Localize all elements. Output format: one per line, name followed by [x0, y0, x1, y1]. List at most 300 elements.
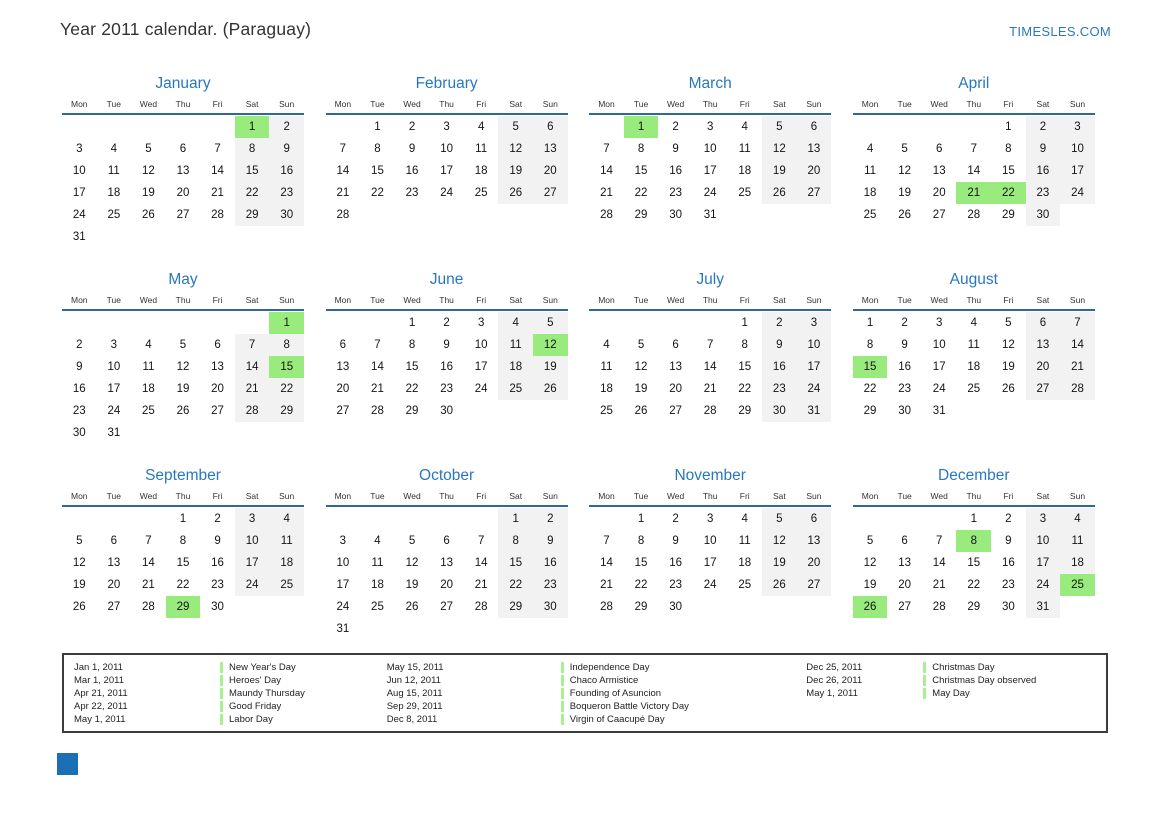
month-september — [62, 464, 304, 640]
day-cell: 8 — [374, 143, 381, 155]
weekday-label: Sun — [806, 491, 822, 501]
weekday-label: Thu — [702, 99, 718, 109]
day-cell: 21 — [956, 182, 991, 204]
day-cell: 19 — [863, 579, 877, 591]
weekday-label: Thu — [702, 491, 718, 501]
weekday-label: Mon — [334, 99, 352, 109]
holiday-name: Heroes' Day — [220, 675, 281, 686]
day-cell: 24 — [1026, 574, 1061, 596]
day-cell: 15 — [498, 552, 533, 574]
day-cell: 4 — [145, 339, 152, 351]
day-cell: 12 — [898, 165, 912, 177]
day-cell: 25 — [1060, 574, 1095, 596]
day-cell: 16 — [405, 165, 419, 177]
empty-cell — [464, 400, 499, 422]
empty-cell — [131, 116, 166, 138]
day-cell: 29 — [405, 405, 419, 417]
day-cell: 25 — [738, 579, 752, 591]
weekday-label: Wed — [403, 491, 421, 501]
day-cell: 21 — [600, 187, 613, 199]
day-cell: 3 — [477, 317, 485, 329]
day-cell: 25 — [498, 378, 533, 400]
day-cell: 2 — [762, 312, 797, 334]
day-cell: 13 — [669, 361, 682, 373]
weekday-label: Tue — [370, 491, 385, 501]
weekday-label: Fri — [476, 99, 487, 109]
holiday-date: Aug 15, 2011 — [386, 688, 443, 699]
empty-cell — [200, 226, 235, 248]
month-march — [589, 72, 831, 248]
day-cell: 22 — [371, 187, 384, 199]
day-cell: 3 — [1060, 116, 1095, 138]
empty-cell — [62, 312, 97, 334]
weekday-label: Wed — [930, 491, 948, 501]
day-cell: 19 — [498, 160, 533, 182]
day-cell: 22 — [967, 579, 981, 591]
day-cell: 21 — [932, 579, 946, 591]
day-cell: 31 — [1026, 596, 1061, 618]
empty-cell — [498, 204, 533, 226]
day-cell: 11 — [864, 165, 877, 177]
day-cell: 18 — [863, 187, 877, 199]
month-title: March — [688, 75, 732, 92]
day-cell: 9 — [269, 138, 304, 160]
weekday-label: Fri — [739, 491, 750, 501]
month-december — [853, 464, 1095, 640]
day-cell: 2 — [533, 508, 568, 530]
day-cell: 18 — [600, 383, 613, 395]
weekday-header — [853, 98, 1095, 115]
day-grid — [326, 508, 568, 640]
empty-cell — [658, 312, 693, 334]
empty-cell — [624, 312, 659, 334]
day-cell: 19 — [898, 187, 912, 199]
weekday-label: Wed — [139, 491, 158, 501]
day-cell: 25 — [371, 601, 384, 613]
day-cell: 16 — [762, 356, 797, 378]
day-cell: 15 — [853, 356, 888, 378]
holiday-date: Dec 25, 2011 — [806, 662, 863, 673]
month-title: May — [168, 271, 198, 288]
day-cell: 27 — [440, 601, 453, 613]
day-cell: 11 — [967, 339, 980, 351]
day-cell: 2 — [1005, 513, 1012, 525]
day-cell: 25 — [107, 209, 121, 221]
day-cell: 24 — [932, 383, 946, 395]
day-cell: 12 — [72, 557, 86, 569]
weekday-label: Tue — [633, 295, 649, 305]
weekday-header — [62, 490, 304, 507]
day-cell: 27 — [533, 182, 568, 204]
weekday-header — [853, 294, 1095, 311]
weekday-label: Fri — [212, 295, 223, 305]
month-title: February — [415, 75, 478, 92]
day-cell: 26 — [898, 209, 912, 221]
day-cell: 12 — [498, 138, 533, 160]
day-cell: 15 — [738, 361, 752, 373]
legend-row — [387, 700, 807, 713]
empty-cell — [533, 618, 568, 640]
day-cell: 18 — [967, 361, 981, 373]
empty-cell — [429, 508, 464, 530]
day-cell: 14 — [142, 557, 155, 569]
brand-link[interactable]: TIMESLES.COM — [1009, 24, 1111, 39]
day-cell: 8 — [498, 530, 533, 552]
day-cell: 11 — [475, 143, 488, 155]
weekday-label: Tue — [370, 99, 385, 109]
legend-row — [74, 674, 387, 687]
empty-cell — [235, 422, 270, 444]
day-cell: 28 — [336, 209, 350, 221]
day-cell: 3 — [110, 339, 118, 351]
day-cell: 29 — [738, 405, 752, 417]
holiday-date: Apr 22, 2011 — [74, 701, 128, 712]
weekday-label: Wed — [139, 99, 158, 109]
day-cell: 4 — [498, 312, 533, 334]
day-cell: 23 — [669, 187, 682, 199]
day-cell: 24 — [235, 574, 270, 596]
weekday-label: Mon — [598, 491, 615, 501]
day-cell: 19 — [533, 356, 568, 378]
day-cell: 13 — [440, 557, 453, 569]
day-cell: 21 — [600, 579, 613, 591]
empty-cell — [326, 312, 361, 334]
weekday-label: Fri — [212, 491, 223, 501]
day-cell: 29 — [1001, 209, 1015, 221]
weekday-label: Wed — [930, 99, 948, 109]
day-cell: 11 — [142, 361, 155, 373]
empty-cell — [395, 508, 430, 530]
day-cell: 22 — [863, 383, 877, 395]
day-cell: 14 — [474, 557, 488, 569]
day-cell: 15 — [371, 165, 384, 177]
weekday-label: Mon — [71, 99, 88, 109]
day-cell: 5 — [533, 312, 568, 334]
day-cell: 29 — [634, 209, 648, 221]
day-cell: 6 — [797, 508, 832, 530]
empty-cell — [1060, 204, 1095, 226]
empty-cell — [395, 204, 430, 226]
day-cell: 10 — [932, 339, 946, 351]
legend-row — [806, 687, 1106, 700]
empty-cell — [797, 204, 832, 226]
day-cell: 28 — [703, 405, 717, 417]
day-grid — [589, 312, 831, 422]
empty-cell — [797, 596, 832, 618]
weekday-label: Sun — [279, 99, 295, 109]
day-cell: 13 — [107, 557, 121, 569]
holiday-name: Boqueron Battle Victory Day — [561, 701, 689, 712]
day-cell: 5 — [637, 339, 645, 351]
day-cell: 1 — [374, 121, 381, 133]
weekday-label: Sun — [1069, 491, 1086, 501]
day-cell: 11 — [1060, 530, 1095, 552]
day-cell: 21 — [474, 579, 488, 591]
day-cell: 30 — [669, 209, 682, 221]
weekday-header — [326, 490, 568, 507]
day-cell: 8 — [269, 334, 304, 356]
holiday-date: Sep 29, 2011 — [386, 701, 443, 712]
day-cell: 11 — [738, 143, 751, 155]
weekday-label: Wed — [403, 295, 421, 305]
day-cell: 22 — [269, 378, 304, 400]
weekday-label: Tue — [106, 99, 122, 109]
day-cell: 23 — [1026, 182, 1061, 204]
day-cell: 6 — [1026, 312, 1061, 334]
day-cell: 1 — [408, 317, 416, 329]
day-cell: 28 — [967, 209, 981, 221]
day-cell: 17 — [703, 165, 717, 177]
day-grid — [589, 116, 831, 226]
holiday-date: Jun 12, 2011 — [386, 675, 441, 686]
day-cell: 1 — [637, 513, 645, 525]
legend-row — [387, 674, 807, 687]
day-cell: 30 — [669, 601, 682, 613]
weekday-label: Tue — [633, 99, 649, 109]
weekday-label: Thu — [439, 491, 454, 501]
day-cell: 29 — [235, 204, 270, 226]
day-cell: 5 — [866, 535, 874, 547]
day-cell: 7 — [706, 339, 714, 351]
empty-cell — [131, 422, 166, 444]
day-cell: 12 — [533, 334, 568, 356]
day-cell: 18 — [1060, 552, 1095, 574]
day-cell: 16 — [669, 557, 682, 569]
day-cell: 24 — [107, 405, 121, 417]
empty-cell — [326, 508, 361, 530]
day-cell: 13 — [176, 165, 190, 177]
day-cell: 19 — [762, 552, 797, 574]
empty-cell — [97, 508, 132, 530]
day-cell: 7 — [603, 535, 610, 547]
legend-row — [74, 687, 387, 700]
empty-cell — [887, 116, 922, 138]
day-cell: 27 — [797, 182, 832, 204]
day-cell: 12 — [762, 530, 797, 552]
day-cell: 13 — [336, 361, 350, 373]
holiday-name: May Day — [923, 688, 969, 699]
day-cell: 16 — [1001, 557, 1015, 569]
day-cell: 9 — [672, 143, 679, 155]
day-cell: 15 — [176, 557, 190, 569]
legend-column — [806, 661, 1106, 700]
day-cell: 18 — [738, 165, 752, 177]
month-november — [589, 464, 831, 640]
day-cell: 4 — [866, 143, 874, 155]
day-cell: 28 — [371, 405, 384, 417]
day-cell: 21 — [235, 378, 270, 400]
day-cell: 8 — [637, 143, 645, 155]
empty-cell — [693, 312, 728, 334]
day-cell: 11 — [371, 557, 384, 569]
day-cell: 20 — [898, 579, 912, 591]
month-title: January — [155, 75, 211, 92]
day-cell: 27 — [107, 601, 121, 613]
day-cell: 12 — [142, 165, 155, 177]
legend-row — [74, 713, 387, 726]
day-cell: 11 — [600, 361, 613, 373]
day-cell: 28 — [932, 601, 946, 613]
day-cell: 2 — [672, 121, 679, 133]
day-cell: 26 — [762, 182, 797, 204]
day-cell: 22 — [405, 383, 419, 395]
day-cell: 31 — [932, 405, 946, 417]
day-cell: 18 — [371, 579, 384, 591]
empty-cell — [166, 226, 201, 248]
day-cell: 19 — [142, 187, 155, 199]
day-cell: 7 — [603, 143, 610, 155]
day-cell: 31 — [72, 231, 86, 243]
holiday-name: Christmas Day observed — [923, 675, 1036, 686]
months-grid — [62, 72, 1107, 640]
day-cell: 15 — [634, 165, 648, 177]
weekday-label: Tue — [897, 491, 912, 501]
weekday-label: Sat — [509, 99, 523, 109]
day-cell: 1 — [179, 513, 187, 525]
empty-cell — [956, 116, 991, 138]
day-cell: 17 — [107, 383, 121, 395]
weekday-label: Sun — [542, 491, 558, 501]
weekday-header — [62, 294, 304, 311]
day-cell: 31 — [797, 400, 832, 422]
day-cell: 4 — [269, 508, 304, 530]
day-cell: 24 — [440, 187, 453, 199]
day-cell: 14 — [600, 557, 613, 569]
day-cell: 7 — [339, 143, 347, 155]
empty-cell — [464, 508, 499, 530]
weekday-label: Sat — [772, 99, 786, 109]
day-cell: 14 — [336, 165, 350, 177]
holiday-name: Virgin of Caacupé Day — [561, 714, 665, 725]
day-grid — [589, 508, 831, 618]
weekday-label: Thu — [175, 491, 191, 501]
empty-cell — [395, 618, 430, 640]
empty-cell — [991, 400, 1026, 422]
weekday-label: Thu — [966, 99, 982, 109]
weekday-label: Mon — [861, 491, 879, 501]
day-cell: 30 — [762, 400, 797, 422]
empty-cell — [853, 508, 888, 530]
legend-row — [806, 674, 1106, 687]
day-cell: 3 — [706, 121, 714, 133]
day-cell: 8 — [1005, 143, 1012, 155]
day-cell: 16 — [1026, 160, 1061, 182]
empty-cell — [853, 116, 888, 138]
day-cell: 20 — [797, 552, 832, 574]
month-title: June — [429, 271, 464, 288]
day-cell: 23 — [533, 574, 568, 596]
day-cell: 20 — [107, 579, 121, 591]
weekday-label: Mon — [71, 491, 88, 501]
day-cell: 25 — [967, 383, 981, 395]
day-cell: 3 — [936, 317, 943, 329]
day-cell: 3 — [1026, 508, 1061, 530]
day-cell: 27 — [336, 405, 350, 417]
day-cell: 8 — [408, 339, 416, 351]
weekday-label: Thu — [439, 295, 454, 305]
weekday-label: Tue — [633, 491, 649, 501]
day-cell: 10 — [1060, 138, 1095, 160]
day-cell: 27 — [176, 209, 190, 221]
empty-cell — [166, 312, 201, 334]
month-october — [326, 464, 568, 640]
empty-cell — [533, 204, 568, 226]
holiday-date: Mar 1, 2011 — [74, 675, 124, 686]
day-cell: 3 — [706, 513, 714, 525]
day-cell: 21 — [371, 383, 384, 395]
day-cell: 13 — [533, 138, 568, 160]
weekday-label: Sat — [772, 295, 786, 305]
day-cell: 8 — [741, 339, 748, 351]
empty-cell — [922, 116, 957, 138]
holiday-date: Jan 1, 2011 — [74, 662, 123, 673]
day-cell: 23 — [405, 187, 419, 199]
day-cell: 9 — [76, 361, 83, 373]
empty-cell — [131, 508, 166, 530]
day-cell: 30 — [72, 427, 86, 439]
day-cell: 11 — [738, 535, 751, 547]
day-cell: 14 — [703, 361, 717, 373]
day-cell: 26 — [634, 405, 648, 417]
weekday-label: Fri — [739, 99, 750, 109]
day-cell: 16 — [669, 165, 682, 177]
weekday-header — [589, 490, 831, 507]
holiday-date: May 1, 2011 — [806, 688, 858, 699]
day-cell: 24 — [797, 378, 832, 400]
day-cell: 21 — [142, 579, 155, 591]
weekday-label: Tue — [370, 295, 385, 305]
month-title: September — [145, 467, 221, 484]
day-cell: 29 — [498, 596, 533, 618]
day-cell: 8 — [179, 535, 187, 547]
weekday-label: Sun — [279, 295, 295, 305]
month-title: November — [674, 467, 746, 484]
holiday-date: Dec 26, 2011 — [806, 675, 863, 686]
holiday-name: Chaco Armistice — [561, 675, 639, 686]
month-august — [853, 268, 1095, 444]
day-cell: 4 — [1060, 508, 1095, 530]
weekday-label: Thu — [175, 99, 191, 109]
day-cell: 22 — [176, 579, 190, 591]
holiday-name: Labor Day — [220, 714, 273, 725]
day-cell: 22 — [235, 182, 270, 204]
day-cell: 2 — [408, 121, 416, 133]
day-cell: 5 — [145, 143, 152, 155]
day-cell: 11 — [269, 530, 304, 552]
weekday-label: Sat — [245, 491, 259, 501]
day-grid — [62, 116, 304, 248]
day-cell: 24 — [474, 383, 488, 395]
empty-cell — [269, 596, 304, 618]
day-cell: 26 — [72, 601, 86, 613]
day-cell: 3 — [76, 143, 83, 155]
day-cell: 15 — [405, 361, 419, 373]
empty-cell — [235, 596, 270, 618]
day-grid — [853, 116, 1095, 226]
day-cell: 9 — [443, 339, 450, 351]
day-cell: 16 — [440, 361, 453, 373]
holiday-date: Apr 21, 2011 — [74, 688, 128, 699]
day-cell: 29 — [166, 596, 201, 618]
day-cell: 4 — [110, 143, 118, 155]
day-cell: 3 — [443, 121, 450, 133]
day-cell: 13 — [211, 361, 224, 373]
day-cell: 14 — [967, 165, 981, 177]
month-april — [853, 72, 1095, 248]
day-cell: 7 — [374, 339, 381, 351]
day-cell: 14 — [600, 165, 613, 177]
weekday-label: Sun — [806, 99, 822, 109]
